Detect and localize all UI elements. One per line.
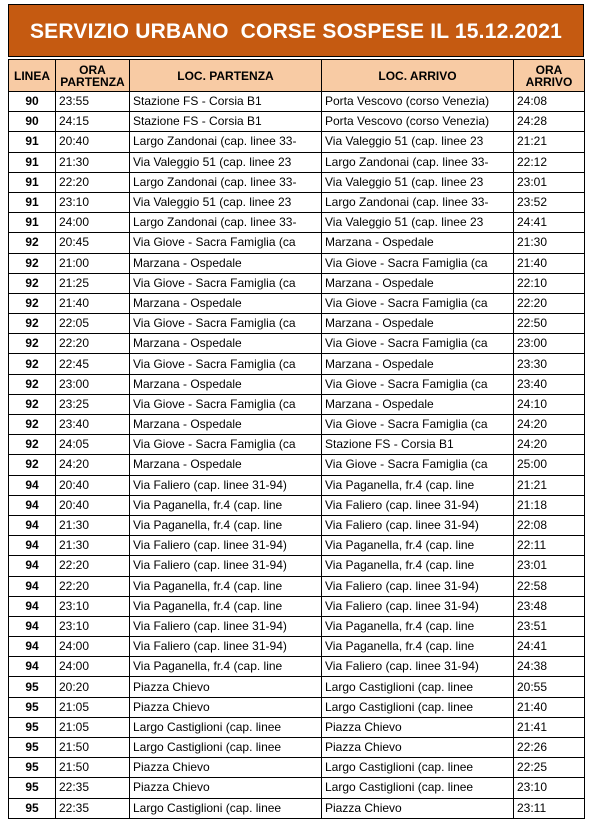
cell-ora-partenza: 24:00 — [56, 637, 130, 657]
cell-linea: 92 — [9, 435, 56, 455]
table-row — [9, 515, 585, 535]
cell-linea: 91 — [9, 172, 56, 192]
cell-loc-partenza: Via Faliero (cap. linee 31-94) — [130, 475, 322, 495]
cell-loc-arrivo: Piazza Chievo — [322, 798, 514, 818]
cell-linea: 92 — [9, 314, 56, 334]
cell-loc-partenza: Via Paganella, fr.4 (cap. line — [130, 495, 322, 515]
cell-loc-partenza: Via Giove - Sacra Famiglia (ca — [130, 233, 322, 253]
table-row — [9, 132, 585, 152]
cell-loc-arrivo: Largo Castiglioni (cap. linee — [322, 758, 514, 778]
table-row — [9, 798, 585, 818]
cell-ora-partenza: 23:55 — [56, 92, 130, 112]
cell-loc-partenza: Piazza Chievo — [130, 697, 322, 717]
table-row — [9, 475, 585, 495]
cell-loc-arrivo: Via Giove - Sacra Famiglia (ca — [322, 334, 514, 354]
cell-loc-arrivo: Via Giove - Sacra Famiglia (ca — [322, 455, 514, 475]
cell-ora-arrivo: 22:11 — [514, 536, 585, 556]
cell-ora-partenza: 24:00 — [56, 657, 130, 677]
cell-ora-partenza: 21:25 — [56, 273, 130, 293]
cell-loc-arrivo: Piazza Chievo — [322, 738, 514, 758]
cell-ora-arrivo: 24:20 — [514, 415, 585, 435]
cell-ora-partenza: 20:45 — [56, 233, 130, 253]
cell-linea: 94 — [9, 576, 56, 596]
table-row — [9, 758, 585, 778]
table-row — [9, 273, 585, 293]
header-ora-partenza-line2: PARTENZA — [60, 74, 125, 89]
table-row — [9, 576, 585, 596]
cell-ora-arrivo: 24:10 — [514, 394, 585, 414]
cell-ora-partenza: 22:35 — [56, 798, 130, 818]
cell-ora-partenza: 21:30 — [56, 536, 130, 556]
cell-linea: 92 — [9, 394, 56, 414]
cell-ora-partenza: 20:20 — [56, 677, 130, 697]
cell-ora-arrivo: 23:10 — [514, 778, 585, 798]
table-row — [9, 92, 585, 112]
cell-ora-partenza: 21:30 — [56, 515, 130, 535]
cell-loc-arrivo: Via Giove - Sacra Famiglia (ca — [322, 374, 514, 394]
cell-ora-arrivo: 24:41 — [514, 637, 585, 657]
cell-ora-arrivo: 23:40 — [514, 374, 585, 394]
cell-loc-partenza: Via Giove - Sacra Famiglia (ca — [130, 273, 322, 293]
cell-ora-partenza: 20:40 — [56, 475, 130, 495]
table-row — [9, 354, 585, 374]
header-loc-partenza: LOC. PARTENZA — [130, 60, 322, 92]
table-row — [9, 596, 585, 616]
cell-linea: 95 — [9, 778, 56, 798]
cell-loc-partenza: Largo Castiglioni (cap. linee — [130, 717, 322, 737]
cell-loc-partenza: Via Faliero (cap. linee 31-94) — [130, 616, 322, 636]
table-row — [9, 415, 585, 435]
cell-ora-partenza: 23:00 — [56, 374, 130, 394]
cell-linea: 92 — [9, 233, 56, 253]
table-row — [9, 717, 585, 737]
cell-ora-arrivo: 23:00 — [514, 334, 585, 354]
cell-loc-partenza: Via Giove - Sacra Famiglia (ca — [130, 354, 322, 374]
cell-loc-arrivo: Via Valeggio 51 (cap. linee 23 — [322, 172, 514, 192]
cell-ora-arrivo: 24:41 — [514, 213, 585, 233]
cell-linea: 94 — [9, 616, 56, 636]
cell-linea: 92 — [9, 455, 56, 475]
cell-loc-arrivo: Largo Zandonai (cap. linee 33- — [322, 152, 514, 172]
cell-loc-arrivo: Piazza Chievo — [322, 717, 514, 737]
cell-ora-arrivo: 24:38 — [514, 657, 585, 677]
cell-loc-partenza: Piazza Chievo — [130, 677, 322, 697]
header-ora-arrivo — [514, 60, 585, 92]
cell-ora-arrivo: 23:11 — [514, 798, 585, 818]
cell-linea: 91 — [9, 132, 56, 152]
cell-loc-partenza: Via Valeggio 51 (cap. linee 23 — [130, 152, 322, 172]
cell-linea: 92 — [9, 415, 56, 435]
cell-linea: 91 — [9, 213, 56, 233]
table-row — [9, 697, 585, 717]
cell-loc-arrivo: Via Faliero (cap. linee 31-94) — [322, 596, 514, 616]
table-row — [9, 738, 585, 758]
table-row — [9, 455, 585, 475]
cell-loc-partenza: Via Faliero (cap. linee 31-94) — [130, 556, 322, 576]
cell-linea: 95 — [9, 717, 56, 737]
cell-loc-partenza: Marzana - Ospedale — [130, 415, 322, 435]
cell-loc-partenza: Largo Castiglioni (cap. linee — [130, 798, 322, 818]
cell-ora-arrivo: 23:01 — [514, 172, 585, 192]
table-row — [9, 435, 585, 455]
cell-ora-arrivo: 21:40 — [514, 697, 585, 717]
cell-loc-partenza: Largo Zandonai (cap. linee 33- — [130, 213, 322, 233]
header-row — [9, 60, 585, 92]
cell-linea: 90 — [9, 92, 56, 112]
cell-linea: 94 — [9, 637, 56, 657]
cell-ora-arrivo: 22:26 — [514, 738, 585, 758]
cell-ora-arrivo: 22:25 — [514, 758, 585, 778]
cell-ora-partenza: 23:10 — [56, 616, 130, 636]
cell-loc-partenza: Via Faliero (cap. linee 31-94) — [130, 637, 322, 657]
schedule-table — [8, 59, 585, 819]
cell-linea: 95 — [9, 697, 56, 717]
cell-ora-partenza: 20:40 — [56, 132, 130, 152]
cell-ora-partenza: 23:40 — [56, 415, 130, 435]
cell-loc-arrivo: Marzana - Ospedale — [322, 314, 514, 334]
cell-loc-partenza: Largo Zandonai (cap. linee 33- — [130, 132, 322, 152]
cell-loc-partenza: Stazione FS - Corsia B1 — [130, 92, 322, 112]
cell-linea: 94 — [9, 495, 56, 515]
cell-ora-partenza: 21:05 — [56, 717, 130, 737]
cell-linea: 95 — [9, 738, 56, 758]
cell-loc-partenza: Marzana - Ospedale — [130, 334, 322, 354]
cell-ora-arrivo: 22:20 — [514, 293, 585, 313]
header-loc-arrivo: LOC. ARRIVO — [322, 60, 514, 92]
cell-loc-arrivo: Via Paganella, fr.4 (cap. line — [322, 616, 514, 636]
cell-ora-partenza: 21:05 — [56, 697, 130, 717]
cell-loc-partenza: Marzana - Ospedale — [130, 374, 322, 394]
cell-loc-arrivo: Via Giove - Sacra Famiglia (ca — [322, 253, 514, 273]
table-row — [9, 556, 585, 576]
table-row — [9, 192, 585, 212]
cell-ora-arrivo: 23:52 — [514, 192, 585, 212]
cell-loc-arrivo: Stazione FS - Corsia B1 — [322, 435, 514, 455]
table-row — [9, 293, 585, 313]
table-row — [9, 394, 585, 414]
cell-ora-partenza: 22:20 — [56, 556, 130, 576]
cell-loc-arrivo: Marzana - Ospedale — [322, 233, 514, 253]
header-ora-arrivo-line2: ARRIVO — [525, 74, 573, 89]
table-row — [9, 677, 585, 697]
cell-ora-partenza: 22:35 — [56, 778, 130, 798]
cell-loc-partenza: Marzana - Ospedale — [130, 293, 322, 313]
cell-ora-partenza: 20:40 — [56, 495, 130, 515]
cell-ora-partenza: 24:00 — [56, 213, 130, 233]
cell-loc-arrivo: Via Faliero (cap. linee 31-94) — [322, 495, 514, 515]
cell-ora-arrivo: 23:51 — [514, 616, 585, 636]
cell-loc-arrivo: Marzana - Ospedale — [322, 354, 514, 374]
cell-ora-partenza: 24:05 — [56, 435, 130, 455]
cell-linea: 94 — [9, 596, 56, 616]
cell-ora-arrivo: 22:58 — [514, 576, 585, 596]
cell-linea: 94 — [9, 657, 56, 677]
cell-linea: 91 — [9, 192, 56, 212]
cell-ora-partenza: 22:20 — [56, 576, 130, 596]
cell-ora-partenza: 22:45 — [56, 354, 130, 374]
cell-loc-arrivo: Porta Vescovo (corso Venezia) — [322, 92, 514, 112]
cell-loc-partenza: Via Paganella, fr.4 (cap. line — [130, 515, 322, 535]
cell-loc-arrivo: Via Paganella, fr.4 (cap. line — [322, 637, 514, 657]
cell-ora-arrivo: 24:08 — [514, 92, 585, 112]
cell-loc-arrivo: Largo Castiglioni (cap. linee — [322, 677, 514, 697]
table-row — [9, 778, 585, 798]
cell-ora-arrivo: 24:28 — [514, 112, 585, 132]
cell-ora-arrivo: 21:21 — [514, 132, 585, 152]
cell-loc-arrivo: Largo Castiglioni (cap. linee — [322, 697, 514, 717]
cell-linea: 94 — [9, 475, 56, 495]
cell-linea: 95 — [9, 798, 56, 818]
cell-ora-partenza: 22:20 — [56, 334, 130, 354]
cell-loc-arrivo: Via Giove - Sacra Famiglia (ca — [322, 293, 514, 313]
document — [8, 4, 584, 819]
table-row — [9, 616, 585, 636]
cell-ora-arrivo: 21:40 — [514, 253, 585, 273]
cell-ora-arrivo: 21:41 — [514, 717, 585, 737]
cell-loc-partenza: Marzana - Ospedale — [130, 253, 322, 273]
cell-linea: 92 — [9, 273, 56, 293]
cell-loc-arrivo: Via Valeggio 51 (cap. linee 23 — [322, 132, 514, 152]
cell-ora-arrivo: 22:10 — [514, 273, 585, 293]
table-row — [9, 374, 585, 394]
cell-ora-arrivo: 23:30 — [514, 354, 585, 374]
cell-loc-partenza: Via Giove - Sacra Famiglia (ca — [130, 394, 322, 414]
cell-linea: 92 — [9, 253, 56, 273]
cell-linea: 95 — [9, 758, 56, 778]
cell-ora-partenza: 21:50 — [56, 758, 130, 778]
cell-ora-arrivo: 23:01 — [514, 556, 585, 576]
cell-loc-arrivo: Via Paganella, fr.4 (cap. line — [322, 475, 514, 495]
cell-linea: 91 — [9, 152, 56, 172]
table-row — [9, 637, 585, 657]
cell-loc-partenza: Stazione FS - Corsia B1 — [130, 112, 322, 132]
cell-loc-arrivo: Via Paganella, fr.4 (cap. line — [322, 556, 514, 576]
cell-loc-partenza: Largo Zandonai (cap. linee 33- — [130, 172, 322, 192]
cell-loc-partenza: Piazza Chievo — [130, 778, 322, 798]
table-row — [9, 657, 585, 677]
header-ora-arrivo-line1: ORA — [535, 62, 563, 77]
header-linea: LINEA — [9, 60, 56, 92]
header-ora-partenza-line1: ORA — [79, 62, 106, 77]
cell-linea: 94 — [9, 536, 56, 556]
cell-linea: 94 — [9, 515, 56, 535]
cell-ora-partenza: 21:50 — [56, 738, 130, 758]
table-row — [9, 172, 585, 192]
table-row — [9, 213, 585, 233]
cell-loc-partenza: Piazza Chievo — [130, 758, 322, 778]
cell-loc-partenza: Via Giove - Sacra Famiglia (ca — [130, 314, 322, 334]
cell-loc-arrivo: Marzana - Ospedale — [322, 394, 514, 414]
cell-ora-arrivo: 23:48 — [514, 596, 585, 616]
cell-loc-partenza: Largo Castiglioni (cap. linee — [130, 738, 322, 758]
cell-loc-arrivo: Via Faliero (cap. linee 31-94) — [322, 576, 514, 596]
cell-ora-arrivo: 22:12 — [514, 152, 585, 172]
cell-loc-arrivo: Largo Castiglioni (cap. linee — [322, 778, 514, 798]
cell-ora-arrivo: 21:30 — [514, 233, 585, 253]
cell-loc-arrivo: Marzana - Ospedale — [322, 273, 514, 293]
cell-linea: 90 — [9, 112, 56, 132]
cell-loc-arrivo: Via Faliero (cap. linee 31-94) — [322, 515, 514, 535]
table-row — [9, 253, 585, 273]
cell-loc-arrivo: Via Paganella, fr.4 (cap. line — [322, 536, 514, 556]
cell-loc-arrivo: Via Faliero (cap. linee 31-94) — [322, 657, 514, 677]
cell-ora-arrivo: 21:18 — [514, 495, 585, 515]
cell-loc-arrivo: Via Valeggio 51 (cap. linee 23 — [322, 213, 514, 233]
cell-ora-arrivo: 20:55 — [514, 677, 585, 697]
cell-loc-partenza: Via Paganella, fr.4 (cap. line — [130, 657, 322, 677]
table-row — [9, 314, 585, 334]
cell-ora-partenza: 23:25 — [56, 394, 130, 414]
table-header — [9, 60, 585, 92]
cell-ora-partenza: 21:40 — [56, 293, 130, 313]
page-title: SERVIZIO URBANO CORSE SOSPESE IL 15.12.2021 — [8, 4, 584, 57]
cell-ora-partenza: 24:15 — [56, 112, 130, 132]
cell-linea: 92 — [9, 354, 56, 374]
cell-ora-partenza: 23:10 — [56, 192, 130, 212]
cell-loc-partenza: Via Giove - Sacra Famiglia (ca — [130, 435, 322, 455]
table-body — [9, 92, 585, 819]
cell-ora-arrivo: 25:00 — [514, 455, 585, 475]
cell-loc-arrivo: Via Giove - Sacra Famiglia (ca — [322, 415, 514, 435]
cell-ora-arrivo: 24:20 — [514, 435, 585, 455]
cell-loc-arrivo: Porta Vescovo (corso Venezia) — [322, 112, 514, 132]
cell-loc-arrivo: Largo Zandonai (cap. linee 33- — [322, 192, 514, 212]
table-row — [9, 495, 585, 515]
cell-ora-partenza: 21:30 — [56, 152, 130, 172]
cell-ora-partenza: 23:10 — [56, 596, 130, 616]
cell-linea: 92 — [9, 293, 56, 313]
table-row — [9, 334, 585, 354]
table-row — [9, 536, 585, 556]
cell-ora-partenza: 22:05 — [56, 314, 130, 334]
cell-loc-partenza: Via Valeggio 51 (cap. linee 23 — [130, 192, 322, 212]
table-row — [9, 152, 585, 172]
cell-loc-partenza: Marzana - Ospedale — [130, 455, 322, 475]
cell-ora-partenza: 22:20 — [56, 172, 130, 192]
cell-ora-arrivo: 21:21 — [514, 475, 585, 495]
cell-ora-partenza: 21:00 — [56, 253, 130, 273]
cell-ora-partenza: 24:20 — [56, 455, 130, 475]
cell-linea: 95 — [9, 677, 56, 697]
cell-loc-partenza: Via Faliero (cap. linee 31-94) — [130, 536, 322, 556]
cell-ora-arrivo: 22:08 — [514, 515, 585, 535]
cell-ora-arrivo: 22:50 — [514, 314, 585, 334]
cell-linea: 92 — [9, 374, 56, 394]
table-row — [9, 112, 585, 132]
header-ora-partenza — [56, 60, 130, 92]
cell-linea: 94 — [9, 556, 56, 576]
cell-linea: 92 — [9, 334, 56, 354]
table-row — [9, 233, 585, 253]
cell-loc-partenza: Via Paganella, fr.4 (cap. line — [130, 596, 322, 616]
cell-loc-partenza: Via Paganella, fr.4 (cap. line — [130, 576, 322, 596]
